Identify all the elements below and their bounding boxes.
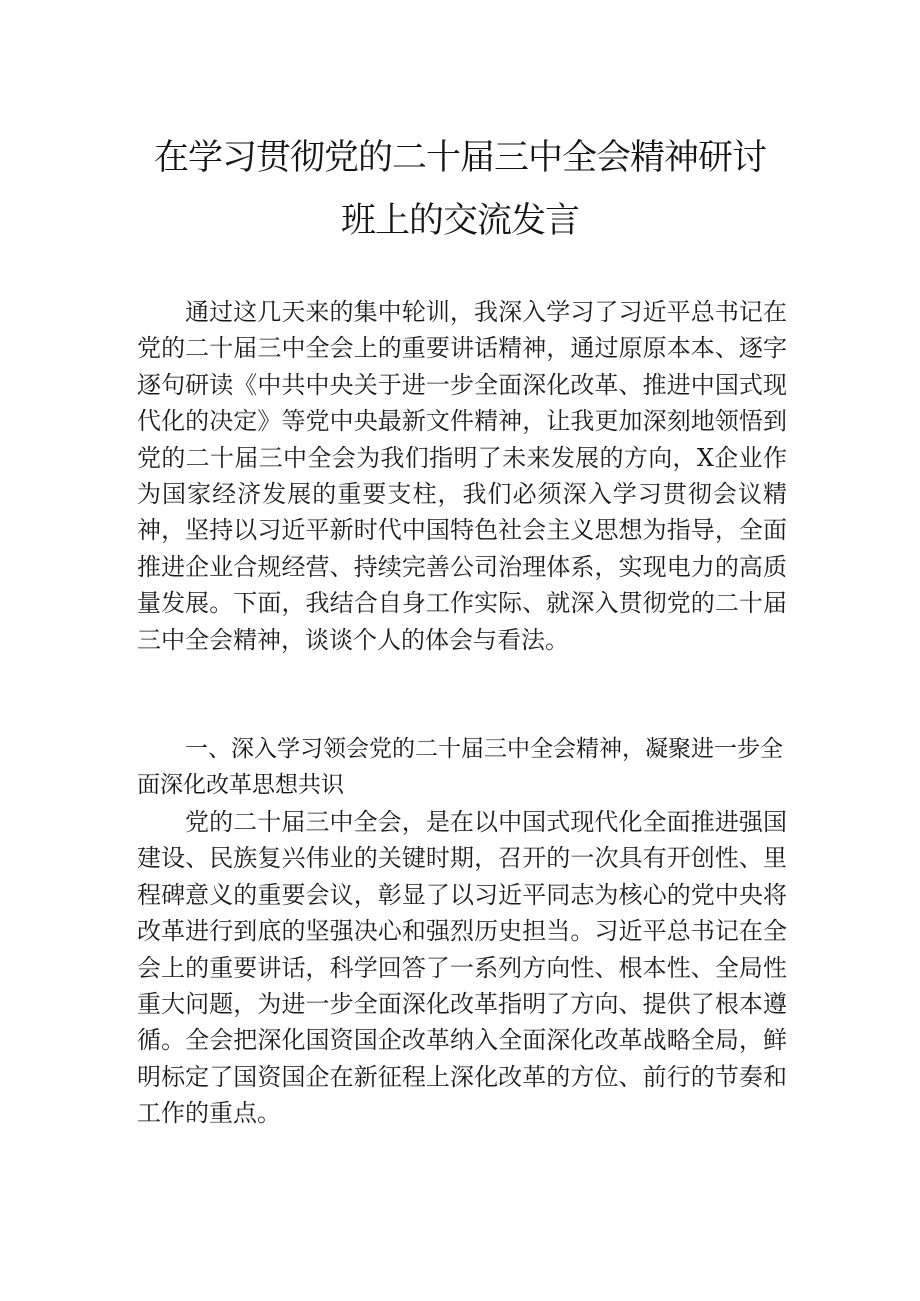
section-heading-1: 一、深入学习领会党的二十届三中全会精神，凝聚进一步全面深化改革思想共识 [137,736,783,798]
intro-paragraph: 通过这几天来的集中轮训，我深入学习了习近平总书记在党的二十届三中全会上的重要讲话精神，通过原原本本、逐字逐句研读《中共中央关于进一步全面深化改革、推进中国式现代化的决定》等党中央最新文件精神，让我更加深刻地领悟到党的二十届三中全会为我们指明了未来发展的方向，X企业作为国家经济发展的重要支柱，我们必须深入学习贯彻会议精神，坚持以习近平新时代中国特色社会主义思想为指导，全面推进企业合规经营、持续完善公司治理体系，实现电力的高质量发展。下面，我结合自身工作实际、就深入贯彻党的二十届三中全会精神，谈谈个人的体会与看法。 [137,298,787,654]
section-1-paragraph: 党的二十届三中全会，是在以中国式现代化全面推进强国建设、民族复兴伟业的关键时期，召开的一次具有开创性、里程碑意义的重要会议，彰显了以习近平同志为核心的党中央将改革进行到底的坚强决心和强烈历史担当。习近平总书记在全会上的重要讲话，科学回答了一系列方向性、根本性、全局性重大问题，为进一步全面深化改革指明了方向、提供了根本遵循。全会把深化国资国企改革纳入全面深化改革战略全局，鲜明标定了国资国企在新征程上深化改革的方位、前行的节奏和工作的重点。 [137,808,787,1128]
document-title-line-2: 班上的交流发言 [340,201,579,241]
document-title-line-1: 在学习贯彻党的二十届三中全会精神研讨 [153,138,766,178]
